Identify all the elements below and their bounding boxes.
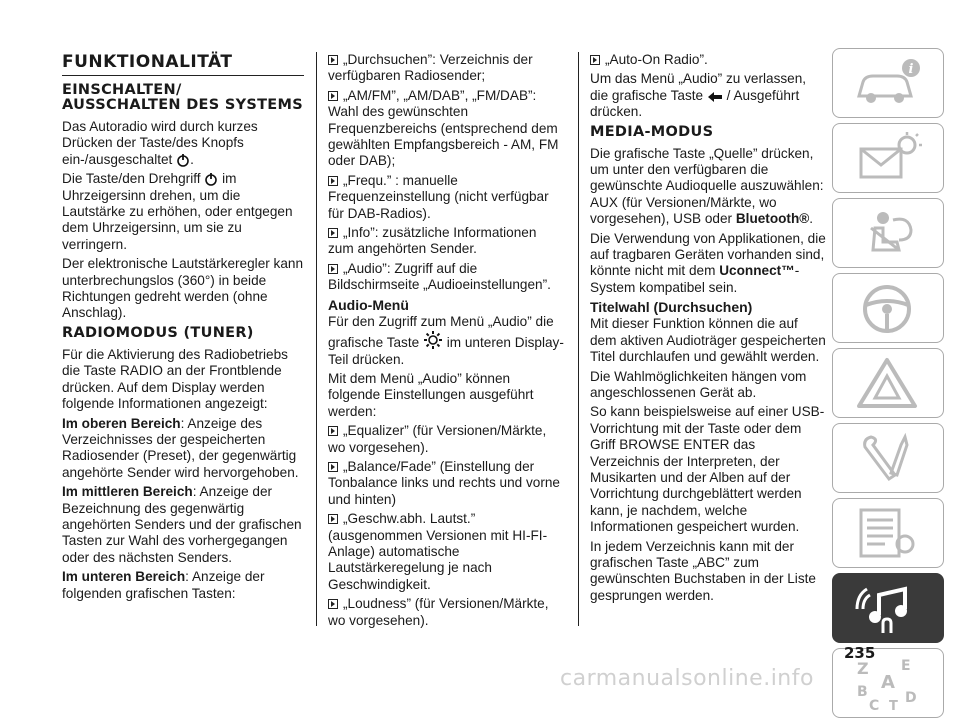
bullet-icon bbox=[328, 599, 338, 609]
chapter-tab-warning-lights[interactable] bbox=[832, 123, 944, 193]
svg-text:E: E bbox=[901, 658, 911, 674]
chapter-tab-multimedia[interactable] bbox=[832, 573, 944, 643]
bullet-icon bbox=[328, 176, 338, 186]
chapter-tab-car-info[interactable] bbox=[832, 48, 944, 118]
list-item: „Balance/Fade” (Einstellung der Tonbalance links und rechts und vorne und hinten) bbox=[328, 458, 560, 507]
paragraph: Um das Menü „Audio” zu verlassen, die grafische Taste / Ausgeführt drücken. bbox=[590, 71, 807, 120]
list-item: „Audio”: Zugriff auf die Bildschirmseite „Audioeinstellungen”. bbox=[328, 260, 551, 293]
svg-text:B: B bbox=[857, 684, 868, 700]
bullet-icon bbox=[328, 55, 338, 65]
svg-text:D: D bbox=[905, 690, 917, 706]
steering-wheel-icon bbox=[853, 281, 925, 337]
alphabetical-index-icon bbox=[853, 656, 925, 712]
svg-text:i: i bbox=[908, 62, 914, 77]
bullet-icon bbox=[328, 228, 338, 238]
column-1 bbox=[62, 52, 304, 605]
paragraph: Im mittleren Bereich: Anzeige der Bezeichnung des gegenwärtig angehörten Senders und der grafischen Tasten zur Wahl des vorhergegangen oder des nächsten Senders. bbox=[62, 484, 302, 565]
chapter-tab-technical-data[interactable] bbox=[832, 498, 944, 568]
car-info-icon bbox=[853, 56, 925, 112]
list-item: „Loudness” (für Versionen/Märkte, wo vorgesehen). bbox=[328, 596, 549, 628]
list-item: „Equalizer” (für Versionen/Märkte, wo vorgesehen). bbox=[328, 423, 547, 455]
seat-airbag-icon bbox=[853, 206, 925, 262]
svg-text:C: C bbox=[869, 698, 880, 714]
multimedia-icon bbox=[853, 581, 925, 637]
bullet-icon bbox=[590, 55, 600, 65]
back-arrow-icon bbox=[707, 91, 723, 103]
bullet-icon bbox=[328, 462, 338, 472]
paragraph: Das Autoradio wird durch kurzes Drücken der Taste/des Knopfs ein-/ausgeschaltet . bbox=[62, 119, 258, 167]
settings-gear-icon bbox=[423, 330, 443, 350]
paragraph: Der elektronische Lautstärkeregler kann unterbrechungslos (360°) in beide Richtungen gedreht werden (ohne Anschlag). bbox=[62, 256, 304, 321]
section-title-radio: RADIOMODUS (TUNER) bbox=[62, 324, 254, 341]
warning-lights-icon bbox=[853, 131, 925, 187]
tools-icon bbox=[853, 431, 925, 487]
column-divider bbox=[316, 52, 317, 626]
paragraph: Die Verwendung von Applikationen, die auf tragbaren Geräten vorhanden sind, könnte nicht mit dem Uconnect™-System kompatibel sein. bbox=[590, 230, 826, 295]
paragraph: Im unteren Bereich: Anzeige der folgenden grafischen Tasten: bbox=[62, 569, 265, 601]
chapter-tab-safety[interactable] bbox=[832, 198, 944, 268]
bullet-icon bbox=[328, 426, 338, 436]
paragraph: Für die Aktivierung des Radiobetriebs die Taste RADIO an der Frontblende drücken. Auf dem Display werden folgende Informationen angezeigt: bbox=[62, 346, 288, 412]
list-item: „Info”: zusätzliche Informationen zum angehörten Sender. bbox=[328, 225, 537, 257]
svg-text:A: A bbox=[881, 672, 895, 693]
paragraph: Im oberen Bereich: Anzeige des Verzeichnisses der gespeicherten Radiosender (Preset), der gegenwärtig angehörte Sender wird hervorgehoben. bbox=[62, 415, 299, 480]
bullet-icon bbox=[328, 264, 338, 274]
power-knob-icon bbox=[204, 172, 218, 186]
emergency-triangle-icon bbox=[853, 356, 925, 412]
paragraph: Die Taste/den Drehgriff im Uhrzeigersinn drehen, um die Lautstärke zu erhöhen, oder entgegen dem Uhrzeigersinn, um sie zu verringern. bbox=[62, 171, 293, 252]
paragraph: Mit dem Menü „Audio” können folgende Einstellungen ausgeführt werden: bbox=[328, 370, 534, 419]
paragraph: Für den Zugriff zum Menü „Audio” die grafische Taste im unteren Display-Teil drücken. bbox=[328, 313, 564, 367]
list-item: „Geschw.abh. Lautst.” (ausgenommen Versionen mit HI-FI-Anlage) automatische Lautstärkeregelung je nach Geschwindigkeit. bbox=[328, 511, 548, 592]
section-title-media: MEDIA-MODUS bbox=[590, 123, 714, 140]
paragraph: So kann beispielsweise auf einer USB-Vorrichtung mit der Taste oder dem Griff BROWSE ENTER das Verzeichnis der Interpreten, der Musikarten und der Alben auf der Vorrichtung durchgeblättert werden kann, je nachdem, welche Informationen gespeichert wurden. bbox=[590, 404, 825, 535]
paragraph: Die Wahlmöglichkeiten hängen vom angeschlossenen Gerät ab. bbox=[590, 368, 807, 400]
chapter-tab-driving[interactable] bbox=[832, 273, 944, 343]
watermark: carmanualsonline.info bbox=[560, 666, 814, 691]
paragraph: In jedem Verzeichnis kann mit der grafischen Taste „ABC” zum gewünschten Buchstaben in der Liste gesprungen werden. bbox=[590, 538, 816, 603]
column-2 bbox=[328, 52, 564, 632]
subsection-title-track-selection: Titelwahl (Durchsuchen) bbox=[590, 299, 753, 316]
power-knob-icon bbox=[176, 153, 190, 167]
svg-text:T: T bbox=[889, 699, 898, 714]
paragraph: Die grafische Taste „Quelle” drücken, um unter den verfügbaren die gewünschte Audioquelle auszuwählen: AUX (für Versionen/Märkte, wo vorgesehen), USB oder Bluetooth®. bbox=[590, 145, 824, 227]
svg-text:Z: Z bbox=[857, 659, 869, 678]
technical-data-icon bbox=[853, 506, 925, 562]
chapter-tab-maintenance[interactable] bbox=[832, 423, 944, 493]
list-item: „Durchsuchen”: Verzeichnis der verfügbaren Radiosender; bbox=[328, 52, 533, 84]
column-divider bbox=[578, 52, 579, 626]
paragraph: Mit dieser Funktion können die auf dem aktiven Audioträger gespeicherten Titel durchlaufen und gewählt werden. bbox=[590, 316, 826, 365]
list-item: „Frequ.” : manuelle Frequenzeinstellung (nicht verfügbar für DAB-Radios). bbox=[328, 172, 549, 221]
page-number: 235 bbox=[844, 644, 876, 662]
page-heading: FUNKTIONALITÄT bbox=[62, 52, 304, 76]
section-title-power: EINSCHALTEN/ AUSSCHALTEN DES SYSTEMS bbox=[62, 82, 303, 113]
bullet-icon bbox=[328, 91, 338, 101]
chapter-rail bbox=[832, 48, 944, 723]
chapter-tab-emergency[interactable] bbox=[832, 348, 944, 418]
bullet-icon bbox=[328, 514, 338, 524]
list-item: „AM/FM”, „AM/DAB”, „FM/DAB”: Wahl des gewünschten Frequenzbereichs (entsprechend dem gewählten Empfangsbereich - AM, FM oder DAB); bbox=[328, 87, 559, 169]
subsection-title-audio-menu: Audio-Menü bbox=[328, 296, 409, 313]
list-item: „Auto-On Radio”. bbox=[590, 52, 826, 68]
column-3 bbox=[590, 52, 826, 607]
